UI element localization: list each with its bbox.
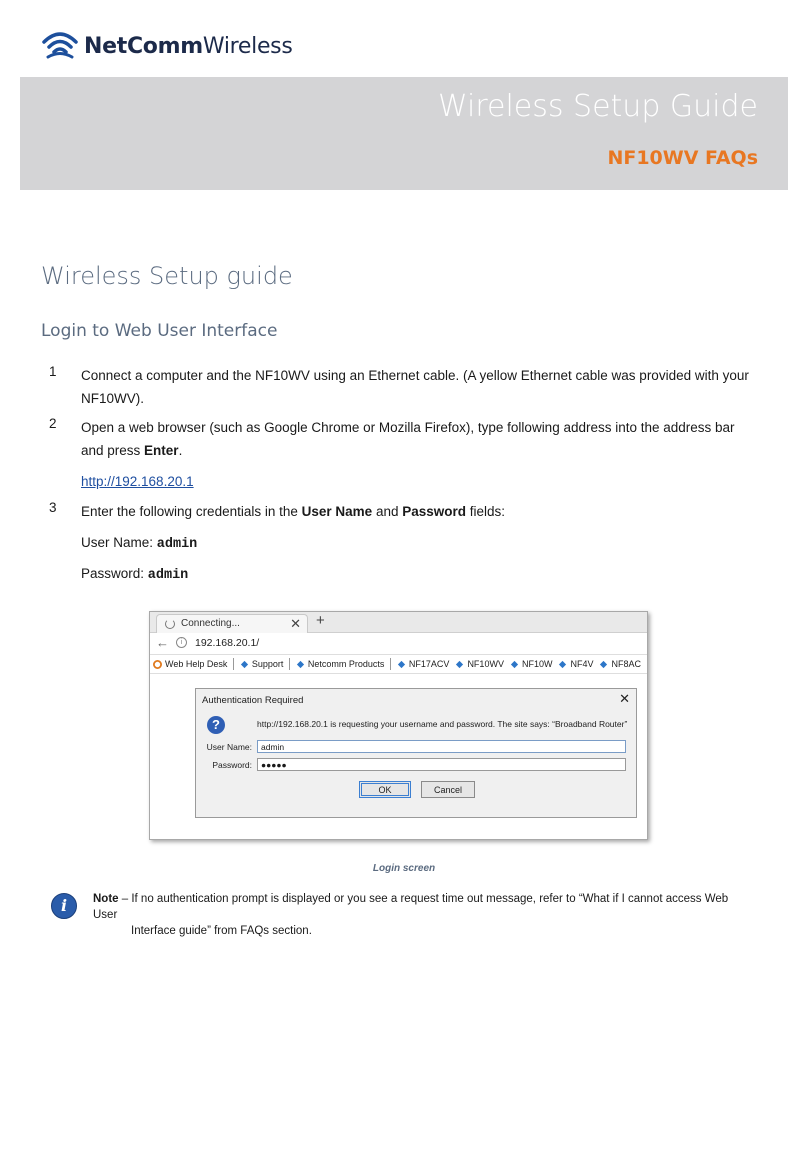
login-screenshot xyxy=(149,611,648,840)
bookmark-item[interactable]: NF10W xyxy=(510,659,553,669)
step-1-number: 1 xyxy=(49,364,57,379)
password-label: Password: xyxy=(212,760,252,770)
bookmarks-bar xyxy=(150,655,647,674)
back-arrow-icon[interactable]: ← xyxy=(156,635,169,650)
ok-button[interactable]: OK xyxy=(359,781,411,798)
bookmark-item[interactable]: NF8AC xyxy=(599,659,641,669)
info-icon[interactable]: i xyxy=(176,637,187,648)
info-note-icon: i xyxy=(51,893,77,919)
help-desk-icon xyxy=(153,660,162,669)
dialog-title: Authentication Required xyxy=(202,695,304,706)
tab-label: Connecting... xyxy=(181,618,240,629)
tab-close-icon[interactable]: ✕ xyxy=(290,616,301,631)
address-bar xyxy=(150,633,647,655)
step-3-number: 3 xyxy=(49,500,57,515)
auth-dialog xyxy=(195,688,637,818)
dialog-close-icon[interactable]: ✕ xyxy=(619,691,630,706)
bookmark-separator xyxy=(390,658,391,670)
password-credential: Password: admin xyxy=(81,566,189,583)
router-address-link-row xyxy=(81,470,751,493)
banner-subtitle: NF10WV FAQs xyxy=(607,147,758,169)
step-3-text: Enter the following credentials in the User Name and Password fields: xyxy=(81,504,506,519)
note-text: Note – If no authentication prompt is displayed or you see a request time out message, refer to “What if I cannot access Web User Interface guide” from FAQs section. xyxy=(93,893,729,937)
browser-tab-bar xyxy=(150,612,647,633)
dialog-message: http://192.168.20.1 is requesting your username and password. The site says: “Broadband Router” xyxy=(257,719,628,729)
username-input[interactable]: admin xyxy=(257,740,626,753)
header-banner xyxy=(20,77,788,190)
username-label: User Name: xyxy=(206,742,252,752)
logo-text: NetCommWireless xyxy=(84,33,293,59)
dialog-body xyxy=(196,711,636,817)
new-tab-icon[interactable]: + xyxy=(316,612,325,629)
bookmark-item[interactable]: Web Help Desk xyxy=(153,659,227,669)
bookmark-diamond-icon xyxy=(296,660,305,669)
section-heading: Login to Web User Interface xyxy=(41,321,278,341)
bookmark-item[interactable]: NF4V xyxy=(558,659,593,669)
router-address-link[interactable]: http://192.168.20.1 xyxy=(81,474,194,489)
banner-title: Wireless Setup Guide xyxy=(437,89,758,124)
wifi-logo-icon xyxy=(42,30,78,62)
bookmark-separator xyxy=(233,658,234,670)
bookmark-item[interactable]: NF17ACV xyxy=(397,659,450,669)
bookmark-item[interactable]: NF10WV xyxy=(455,659,504,669)
bookmark-diamond-icon xyxy=(599,660,608,669)
bookmark-separator xyxy=(289,658,290,670)
bookmark-diamond-icon xyxy=(510,660,519,669)
cancel-button[interactable]: Cancel xyxy=(421,781,475,798)
username-credential: User Name: admin xyxy=(81,535,198,552)
bookmark-diamond-icon xyxy=(455,660,464,669)
bookmark-item[interactable]: Support xyxy=(240,659,284,669)
question-icon: ? xyxy=(207,716,225,734)
password-input[interactable]: ●●●●● xyxy=(257,758,626,771)
bookmark-diamond-icon xyxy=(397,660,406,669)
bookmark-item[interactable]: Netcomm Products xyxy=(296,659,385,669)
step-2-text: Open a web browser (such as Google Chrome or Mozilla Firefox), type following address into the address bar and press Enter. xyxy=(81,420,735,458)
bookmark-diamond-icon xyxy=(558,660,567,669)
figure-caption: Login screen xyxy=(372,863,436,874)
netcomm-logo xyxy=(42,30,293,62)
step-1-text: Connect a computer and the NF10WV using an Ethernet cable. (A yellow Ethernet cable was provided with your NF10WV). xyxy=(81,368,749,406)
url-text[interactable]: 192.168.20.1/ xyxy=(195,637,260,649)
browser-tab[interactable] xyxy=(156,614,308,633)
loading-spinner-icon xyxy=(165,619,175,629)
bookmark-diamond-icon xyxy=(240,660,249,669)
page-heading: Wireless Setup guide xyxy=(41,262,293,290)
step-2-number: 2 xyxy=(49,416,57,431)
